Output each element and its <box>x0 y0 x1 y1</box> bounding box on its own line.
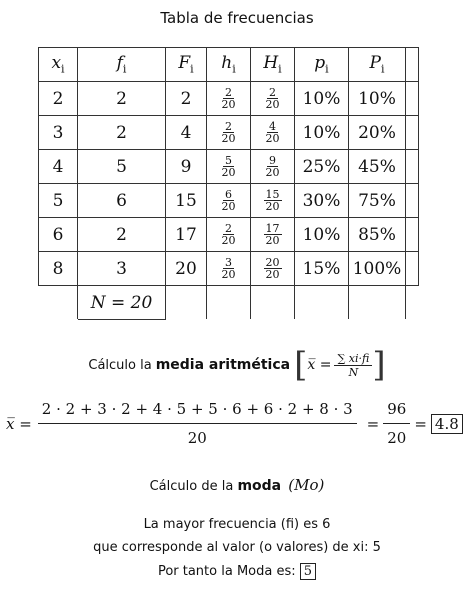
cell-x: 8 <box>39 252 78 286</box>
cell-h: $\frac{6}{20}$ <box>207 184 251 218</box>
cell-x: 4 <box>39 150 78 184</box>
cell-H: $\frac{17}{20}$ <box>251 218 295 252</box>
header-F: $F_i$ <box>166 48 207 82</box>
cell-H: $\frac{15}{20}$ <box>251 184 295 218</box>
cell-H: $\frac{9}{20}$ <box>251 150 295 184</box>
media-simple-fraction: $\frac{96}{20}$ <box>383 398 410 449</box>
cell-x: 6 <box>39 218 78 252</box>
moda-result: 5 <box>300 563 316 580</box>
header-H: $H_i$ <box>251 48 295 82</box>
cell-empty <box>406 150 419 184</box>
cell-F: 9 <box>166 150 207 184</box>
header-x: $x_i$ <box>39 48 78 82</box>
table-row <box>39 150 419 184</box>
cell-f: 5 <box>78 150 166 184</box>
cell-p: 10% <box>295 116 349 150</box>
header-h: $h_i$ <box>207 48 251 82</box>
cell-empty <box>406 218 419 252</box>
frequency-table <box>38 47 419 320</box>
total-empty <box>39 286 78 320</box>
total-n: N = 20 <box>78 286 166 320</box>
cell-x: 2 <box>39 82 78 116</box>
table-header-row <box>39 48 419 82</box>
header-p: $p_i$ <box>295 48 349 82</box>
cell-empty <box>406 184 419 218</box>
moda-line-1: La mayor frecuencia (fi) es 6 <box>143 517 331 532</box>
cell-f: 2 <box>78 116 166 150</box>
table-total-row <box>39 286 419 320</box>
media-formula-frac: $\frac{\sum xi\cdot fi}{N}$ <box>334 352 372 379</box>
cell-F: 4 <box>166 116 207 150</box>
cell-p: 30% <box>295 184 349 218</box>
media-heading <box>0 345 474 385</box>
header-f: $f_i$ <box>78 48 166 82</box>
cell-p: 15% <box>295 252 349 286</box>
cell-H: $\frac{4}{20}$ <box>251 116 295 150</box>
xbar-lhs: x̅ = <box>6 414 32 433</box>
media-formula-lhs: x̅ = <box>307 357 332 373</box>
cell-h: $\frac{3}{20}$ <box>207 252 251 286</box>
media-bold: media aritmética <box>155 357 291 373</box>
cell-P: 75% <box>349 184 406 218</box>
moda-heading: Cálculo de la moda (Mo) <box>149 476 325 494</box>
cell-P: 10% <box>349 82 406 116</box>
header-empty <box>406 48 419 82</box>
cell-empty <box>406 252 419 286</box>
media-main-fraction: $\frac{2 \cdot 2 + 3 \cdot 2 + 4 \cdot 5 + 5 \cdot 6 + 6 \cdot 2 + 8 \cdot 3}{20}$ <box>38 398 357 449</box>
cell-h: $\frac{2}{20}$ <box>207 82 251 116</box>
cell-P: 45% <box>349 150 406 184</box>
cell-F: 15 <box>166 184 207 218</box>
cell-H: $\frac{2}{20}$ <box>251 82 295 116</box>
cell-p: 10% <box>295 82 349 116</box>
cell-F: 17 <box>166 218 207 252</box>
cell-h: $\frac{2}{20}$ <box>207 218 251 252</box>
cell-x: 3 <box>39 116 78 150</box>
cell-P: 20% <box>349 116 406 150</box>
table-row <box>39 252 419 286</box>
cell-F: 20 <box>166 252 207 286</box>
moda-line-2: que corresponde al valor (o valores) de xi: 5 <box>93 540 381 555</box>
cell-h: $\frac{2}{20}$ <box>207 116 251 150</box>
media-formula: [ x̅ = $\frac{\sum xi\cdot fi}{N}$ ] <box>294 345 386 385</box>
cell-f: 2 <box>78 82 166 116</box>
cell-x: 5 <box>39 184 78 218</box>
cell-f: 6 <box>78 184 166 218</box>
cell-h: $\frac{5}{20}$ <box>207 150 251 184</box>
cell-p: 25% <box>295 150 349 184</box>
table-row <box>39 116 419 150</box>
media-result: 4.8 <box>431 414 463 434</box>
cell-empty <box>406 82 419 116</box>
cell-f: 3 <box>78 252 166 286</box>
table-row <box>39 218 419 252</box>
media-calculation: x̅ = $\frac{2 \cdot 2 + 3 \cdot 2 + 4 \cdot 5 + 5 \cdot 6 + 6 \cdot 2 + 8 \cdot 3}{20}$ = $\frac{96}{20}$ = 4.8 <box>6 398 468 449</box>
cell-P: 85% <box>349 218 406 252</box>
cell-P: 100% <box>349 252 406 286</box>
moda-line-3: Por tanto la Moda es: 5 <box>0 564 474 579</box>
cell-f: 2 <box>78 218 166 252</box>
header-P: $P_i$ <box>349 48 406 82</box>
table-row <box>39 184 419 218</box>
table-row <box>39 82 419 116</box>
cell-empty <box>406 116 419 150</box>
cell-F: 2 <box>166 82 207 116</box>
cell-H: $\frac{20}{20}$ <box>251 252 295 286</box>
page-title: Tabla de frecuencias <box>160 9 314 27</box>
cell-p: 10% <box>295 218 349 252</box>
media-prefix: Cálculo la <box>88 357 152 373</box>
